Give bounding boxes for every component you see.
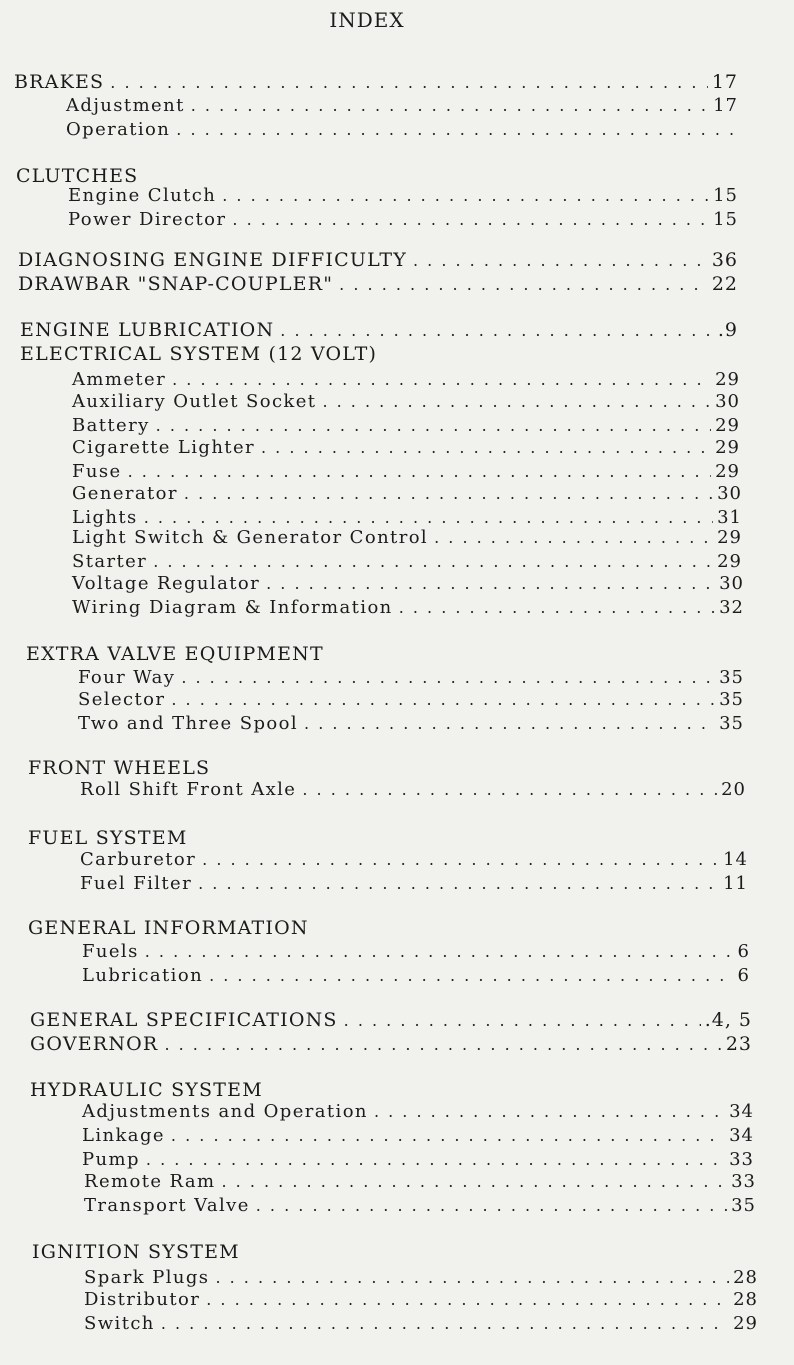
dot-leader <box>206 1288 729 1312</box>
index-entry-hydraulic-items-3 <box>84 1170 756 1194</box>
page-number: 34 <box>729 1101 754 1122</box>
index-entry-electrical-items-3 <box>72 436 740 460</box>
index-entry-front-wheels-items-0 <box>80 778 746 802</box>
entry-label: Auxiliary Outlet Socket <box>72 391 317 412</box>
dot-leader <box>171 688 715 712</box>
heading-label: HYDRAULIC SYSTEM <box>30 1079 263 1101</box>
entry-label: Remote Ram <box>84 1171 216 1192</box>
heading-label: IGNITION SYSTEM <box>32 1241 240 1263</box>
page-number: 29 <box>715 369 740 390</box>
entry-label: Battery <box>72 415 150 436</box>
page-number: 30 <box>717 483 742 504</box>
page-number: 33 <box>731 1171 756 1192</box>
dot-leader <box>202 848 719 872</box>
entry-label: Distributor <box>84 1289 201 1310</box>
heading-label: GOVERNOR <box>30 1033 159 1055</box>
heading-label: FUEL SYSTEM <box>28 827 188 849</box>
dot-leader <box>128 460 712 484</box>
entry-label: Fuel Filter <box>80 873 193 894</box>
index-entry-ignition-items-1 <box>84 1288 758 1312</box>
index-heading-hydraulic <box>30 1078 754 1102</box>
dot-leader <box>399 596 715 620</box>
dot-leader <box>145 940 734 964</box>
entry-label: Wiring Diagram & Information <box>72 597 393 618</box>
index-entry-electrical-items-5 <box>72 482 742 506</box>
page-number: 11 <box>723 873 748 894</box>
entry-label: Ammeter <box>72 369 167 390</box>
index-heading-front-wheels <box>28 756 746 780</box>
entry-label: Cigarette Lighter <box>72 437 255 458</box>
index-entry-extra-valve-items-0 <box>78 666 744 690</box>
dot-leader <box>302 778 717 802</box>
page-number: 33 <box>729 1149 754 1170</box>
heading-label: DIAGNOSING ENGINE DIFFICULTY <box>18 249 407 271</box>
page-number: 29 <box>715 415 740 436</box>
entry-label: Adjustment <box>66 95 185 116</box>
index-entry-electrical-items-0 <box>72 368 740 392</box>
page-number: 35 <box>719 689 744 710</box>
index-entry-hydraulic-items-4 <box>84 1194 756 1218</box>
page-number: .9 <box>717 319 738 341</box>
page-number: 35 <box>719 667 744 688</box>
entry-label: Fuse <box>72 461 122 482</box>
page-number: 31 <box>717 507 742 528</box>
index-entry-general-information-items-0 <box>82 940 750 964</box>
index-heading-general-information <box>28 916 750 940</box>
heading-label: FRONT WHEELS <box>28 757 211 779</box>
dot-leader <box>266 572 715 596</box>
index-entry-fuel-system-items-1 <box>80 872 748 896</box>
index-entry-electrical-items-7 <box>72 526 742 550</box>
dot-leader <box>184 482 713 506</box>
dot-leader <box>191 94 709 118</box>
dot-leader <box>374 1100 725 1124</box>
dot-leader <box>176 118 734 142</box>
dot-leader <box>413 249 708 273</box>
heading-label: GENERAL SPECIFICATIONS <box>30 1009 338 1031</box>
dot-leader <box>156 414 711 438</box>
dot-leader <box>181 666 715 690</box>
entry-label: Starter <box>72 551 148 572</box>
page-number: 6 <box>737 965 750 986</box>
index-entry-brakes-items-0 <box>66 94 738 118</box>
entry-label: Four Way <box>78 667 176 688</box>
page-number: 36 <box>711 249 738 271</box>
dot-leader <box>256 1194 727 1218</box>
page-number: 34 <box>729 1125 754 1146</box>
page-number: 6 <box>737 941 750 962</box>
page-number: 15 <box>713 185 738 206</box>
entry-label: Voltage Regulator <box>72 573 261 594</box>
page-number: 35 <box>731 1195 756 1216</box>
heading-label: DRAWBAR "SNAP-COUPLER" <box>18 273 334 295</box>
page-number: 29 <box>717 551 742 572</box>
index-entry-electrical-items-4 <box>72 460 740 484</box>
index-entry-hydraulic-items-2 <box>82 1148 754 1172</box>
heading-label: CLUTCHES <box>16 165 139 187</box>
index-entry-electrical-items-9 <box>72 572 744 596</box>
dot-leader <box>339 273 708 297</box>
page-number: 29 <box>715 437 740 458</box>
index-heading-diagnosing <box>18 248 738 272</box>
index-entry-general-information-items-1 <box>82 964 750 988</box>
page-number: 17 <box>713 95 738 116</box>
dot-leader <box>171 1124 725 1148</box>
page-number: 29 <box>715 461 740 482</box>
page-number: 22 <box>711 273 738 295</box>
entry-label: Linkage <box>82 1125 165 1146</box>
page-number: 29 <box>717 527 742 548</box>
index-entry-electrical-items-1 <box>72 390 740 414</box>
dot-leader <box>209 964 733 988</box>
index-entry-electrical-items-8 <box>72 550 742 574</box>
page-title: INDEX <box>329 8 405 32</box>
heading-label: GENERAL INFORMATION <box>28 917 309 939</box>
entry-label: Carburetor <box>80 849 197 870</box>
heading-label: BRAKES <box>14 71 105 93</box>
dot-leader <box>221 1170 727 1194</box>
page-number: 30 <box>719 573 744 594</box>
dot-leader <box>261 436 711 460</box>
dot-leader <box>222 184 709 208</box>
index-entry-hydraulic-items-1 <box>82 1124 754 1148</box>
page-number: 28 <box>733 1289 758 1310</box>
entry-label: Selector <box>78 689 166 710</box>
dot-leader <box>164 1033 721 1057</box>
entry-label: Two and Three Spool <box>78 713 299 734</box>
page-number: 35 <box>719 713 744 734</box>
index-heading-ignition <box>32 1240 758 1264</box>
dot-leader <box>215 1266 729 1290</box>
dot-leader <box>110 71 708 95</box>
index-heading-fuel-system <box>28 826 748 850</box>
dot-leader <box>322 390 711 414</box>
entry-label: Adjustments and Operation <box>82 1101 368 1122</box>
entry-label: Generator <box>72 483 178 504</box>
page-number: 29 <box>733 1313 758 1334</box>
index-entry-fuel-system-items-0 <box>80 848 748 872</box>
entry-label: Fuels <box>82 941 139 962</box>
heading-label: ENGINE LUBRICATION <box>20 319 275 341</box>
index-heading-governor <box>30 1032 752 1056</box>
entry-label: Roll Shift Front Axle <box>80 779 297 800</box>
heading-label: ELECTRICAL SYSTEM (12 VOLT) <box>20 343 378 365</box>
dot-leader <box>146 1148 725 1172</box>
entry-label: Lights <box>72 507 138 528</box>
index-entry-hydraulic-items-0 <box>82 1100 754 1124</box>
index-entry-extra-valve-items-2 <box>78 712 744 736</box>
entry-label: Engine Clutch <box>68 185 217 206</box>
dot-leader <box>161 1312 729 1336</box>
page-number: 17 <box>711 71 738 93</box>
entry-label: Spark Plugs <box>84 1267 210 1288</box>
entry-label: Pump <box>82 1149 140 1170</box>
entry-label: Transport Valve <box>84 1195 250 1216</box>
index-heading-extra-valve <box>26 642 744 666</box>
index-heading-drawbar <box>18 272 738 296</box>
dot-leader <box>304 712 715 736</box>
heading-label: EXTRA VALVE EQUIPMENT <box>26 643 324 665</box>
index-entry-brakes-items-1 <box>66 118 738 142</box>
entry-label: Power Director <box>68 209 227 230</box>
index-entry-electrical-items-2 <box>72 414 740 438</box>
page-number: 14 <box>723 849 748 870</box>
entry-label: Switch <box>84 1313 155 1334</box>
entry-label: Light Switch & Generator Control <box>72 527 429 548</box>
entry-label: Operation <box>66 119 171 140</box>
page-number: .4, 5 <box>704 1009 752 1031</box>
index-entry-extra-valve-items-1 <box>78 688 744 712</box>
page-number: 30 <box>715 391 740 412</box>
page-number: 32 <box>719 597 744 618</box>
dot-leader <box>172 368 711 392</box>
index-entry-ignition-items-0 <box>84 1266 758 1290</box>
page-number: 20 <box>721 779 746 800</box>
dot-leader <box>344 1009 701 1033</box>
index-entry-clutches-items-1 <box>68 208 738 232</box>
dot-leader <box>280 319 714 343</box>
dot-leader <box>434 526 713 550</box>
index-heading-engine-lubrication <box>20 318 738 342</box>
index-entry-ignition-items-2 <box>84 1312 758 1336</box>
dot-leader <box>153 550 713 574</box>
index-entry-electrical-items-10 <box>72 596 744 620</box>
page-number: 28 <box>733 1267 758 1288</box>
entry-label: Lubrication <box>82 965 204 986</box>
index-heading-general-specifications <box>30 1008 752 1032</box>
dot-leader <box>198 872 719 896</box>
page-number: 23 <box>725 1033 752 1055</box>
index-heading-brakes <box>14 70 738 94</box>
index-entry-clutches-items-0 <box>68 184 738 208</box>
page-number: 15 <box>713 209 738 230</box>
dot-leader <box>232 208 709 232</box>
index-heading-electrical <box>20 342 738 366</box>
